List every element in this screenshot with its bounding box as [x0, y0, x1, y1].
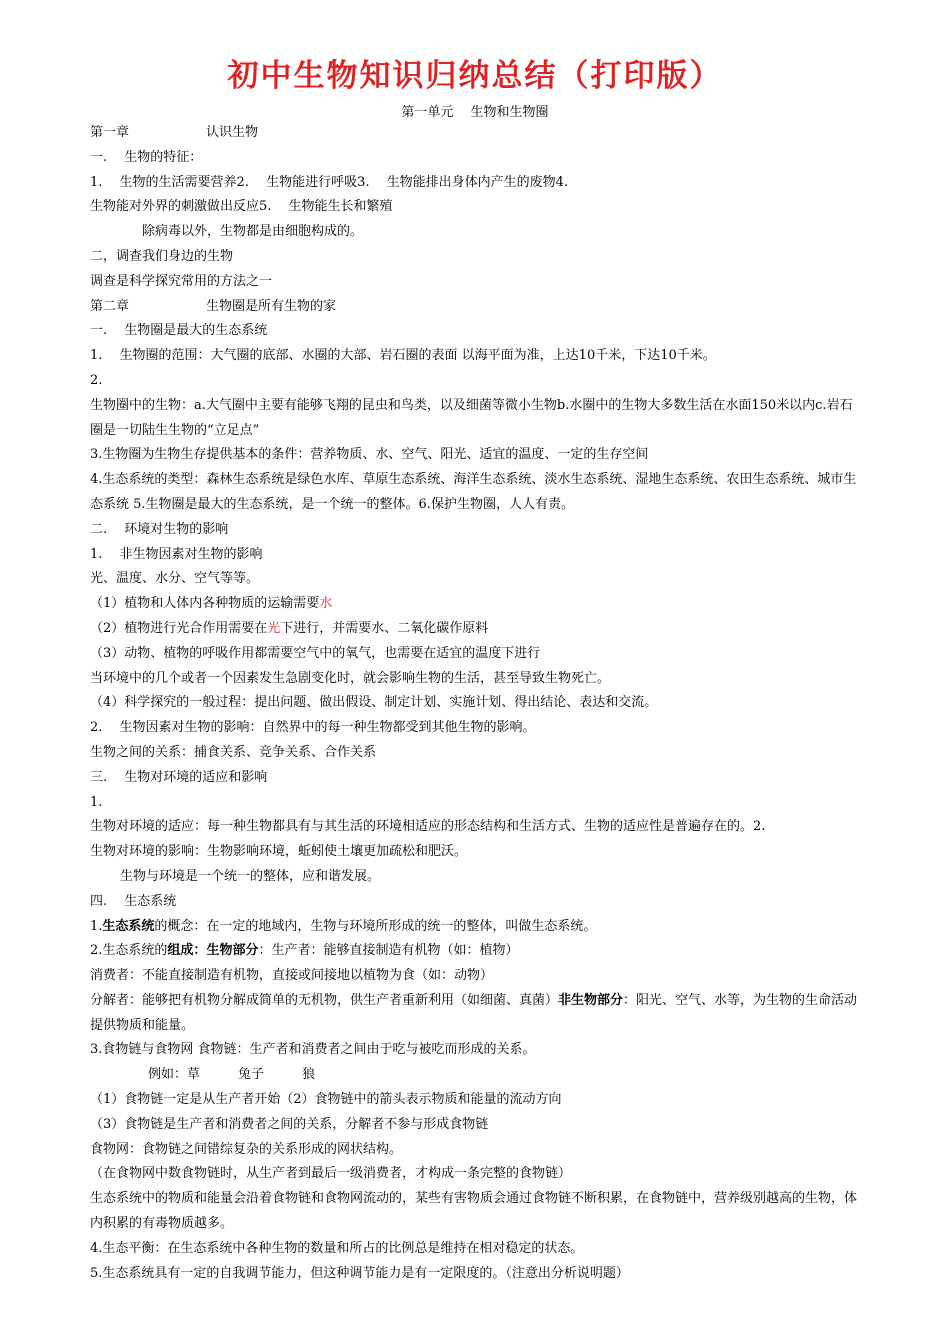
text-line: 除病毒以外，生物都是由细胞构成的。 — [142, 224, 364, 240]
bold-term: 生态系统 — [102, 918, 155, 934]
bold-term: 组成 — [167, 943, 194, 959]
bold-term: ： — [193, 943, 207, 959]
text-paragraph: 生物圈中的生物：a.大气圈中主要有能够飞翔的昆虫和鸟类，以及细菌等微小生物b.水圈中的生物大多数生活在水面150米以内c.岩石圈是一切陆生生物的“立足点” — [90, 397, 853, 438]
section-heading: 一. 生物的特征： — [90, 149, 203, 165]
text-line: 1. — [90, 794, 103, 810]
text-line: （1）食物链一定是从生产者开始（2）食物链中的箭头表示物质和能量的流动方向 — [90, 1092, 562, 1108]
example-label: 例如：草 — [148, 1067, 201, 1083]
text-span: ：阳光、空气、水等，为生物的生命活动提供物质和能量。 — [90, 992, 858, 1033]
section-heading: 二，调查我们身边的生物 — [90, 248, 234, 264]
unit-heading: 第一单元 生物和生物圈 — [401, 105, 549, 120]
text-line: 生物对环境的适应：每一种生物都具有与其生活的环境相适应的形态结构和生活方式、生物的适应性是普遍存在的。2. — [90, 819, 766, 835]
highlight-text: 水 — [319, 596, 333, 612]
example-item: 狼 — [302, 1067, 316, 1083]
text-line — [90, 592, 865, 617]
chapter-heading — [90, 295, 865, 320]
text-line: 4.生态平衡：在生态系统中各种生物的数量和所占的比例总是维持在相对稳定的状态。 — [90, 1240, 584, 1256]
text-line: 3.食物链与食物网 食物链：生产者和消费者之间由于吃与被吃而形成的关系。 — [90, 1042, 536, 1058]
text-line: 生物之间的关系：捕食关系、竞争关系、合作关系 — [90, 744, 377, 760]
text-line — [90, 939, 865, 964]
text-line: 光、温度、水分、空气等等。 — [90, 571, 260, 587]
chapter-name: 生物圈是所有生物的家 — [206, 298, 337, 314]
chapter-label: 第二章 — [90, 298, 130, 314]
text-line: 5.生态系统具有一定的自我调节能力，但这种调节能力是有一定限度的。（注意出分析说明题） — [90, 1265, 629, 1281]
section-heading: 三. 生物对环境的适应和影响 — [90, 769, 268, 785]
text-line: 调查是科学探究常用的方法之一 — [90, 273, 273, 289]
section-heading: 二. 环境对生物的影响 — [90, 521, 229, 537]
text-line: 1. 生物圈的范围：大气圈的底部、水圈的大部、岩石圈的表面 以海平面为准，上达10千米，下达10千米。 — [90, 348, 716, 364]
text-line: 食物网：食物链之间错综复杂的关系形成的网状结构。 — [90, 1141, 403, 1157]
document-body — [90, 121, 865, 1286]
text-line: 生物能对外界的刺激做出反应5. 生物能生长和繁殖 — [90, 199, 393, 215]
text-span: 2.生态系统的 — [90, 943, 168, 959]
text-line: （3）动物、植物的呼吸作用都需要空气中的氧气，也需要在适宜的温度下进行 — [90, 645, 541, 661]
text-line: 2. 生物因素对生物的影响：自然界中的每一种生物都受到其他生物的影响。 — [90, 720, 536, 736]
text-line: 3.生物圈为生物生存提供基本的条件：营养物质、水、空气、阳光、适宜的温度、一定的生存空间 — [90, 447, 649, 463]
food-chain-example — [90, 1063, 865, 1088]
text-span: （1）植物和人体内各种物质的运输需要 — [90, 596, 320, 612]
text-span: 1. — [90, 918, 103, 934]
text-line: 1. 生物的生活需要营养2. 生物能进行呼吸3. 生物能排出身体内产生的废物4. — [90, 174, 569, 190]
text-line: 生物与环境是一个统一的整体，应和谐发展。 — [120, 868, 381, 884]
text-line: （3）食物链是生产者和消费者之间的关系，分解者不参与形成食物链 — [90, 1116, 489, 1132]
chapter-heading — [90, 121, 865, 146]
chapter-label: 第一章 — [90, 125, 130, 140]
text-span: ：生产者：能够直接制造有机物（如：植物） — [258, 943, 519, 959]
text-paragraph: 生态系统中的物质和能量会沿着食物链和食物网流动的，某些有害物质会通过食物链不断积累，在食物链中，营养级别越高的生物，体内积累的有毒物质越多。 — [90, 1191, 858, 1232]
chapter-name: 认识生物 — [206, 125, 259, 140]
text-line — [90, 915, 865, 940]
text-span: 分解者：能够把有机物分解成简单的无机物，供生产者重新利用（如细菌、真菌） — [90, 992, 559, 1008]
text-paragraph — [90, 989, 865, 1039]
section-heading: 一. 生物圈是最大的生态系统 — [90, 323, 268, 339]
text-line: （4）科学探究的一般过程：提出问题、做出假设、制定计划、实施计划、得出结论、表达和交流。 — [90, 695, 658, 711]
text-span: 的概念：在一定的地域内，生物与环境所形成的统一的整体，叫做生态系统。 — [154, 918, 597, 934]
text-line: 1. 非生物因素对生物的影响 — [90, 546, 263, 562]
text-span: （2）植物进行光合作用需要在 — [90, 620, 268, 636]
text-line: 生物对环境的影响：生物影响环境，蚯蚓使土壤更加疏松和肥沃。 — [90, 844, 468, 860]
bold-term: 生物部分 — [206, 943, 259, 959]
example-item: 兔子 — [238, 1067, 265, 1083]
text-line: （在食物网中数食物链时，从生产者到最后一级消费者，才构成一条完整的食物链） — [90, 1166, 572, 1182]
text-paragraph: 4.生态系统的类型：森林生态系统是绿色水库、草原生态系统、海洋生态系统、淡水生态系统、湿地生态系统、农田生态系统、城市生态系统 5.生物圈是最大的生态系统，是一个统一的整体。6.保护生物圈，人人有责。 — [90, 472, 857, 512]
text-line: 当环境中的几个或者一个因素发生急剧变化时，就会影响生物的生活，甚至导致生物死亡。 — [90, 670, 611, 686]
page-title: 初中生物知识归纳总结（打印版） — [227, 58, 723, 94]
text-line: 消费者：不能直接制造有机物，直接或间接地以植物为食（如：动物） — [90, 968, 494, 984]
text-line — [90, 617, 865, 642]
section-heading: 四. 生态系统 — [90, 893, 177, 909]
bold-term: 非生物部分 — [558, 992, 624, 1008]
highlight-text: 光 — [267, 620, 281, 636]
text-line: 2. — [90, 372, 103, 388]
text-span: 下进行，并需要水、二氧化碳作原料 — [280, 620, 489, 636]
